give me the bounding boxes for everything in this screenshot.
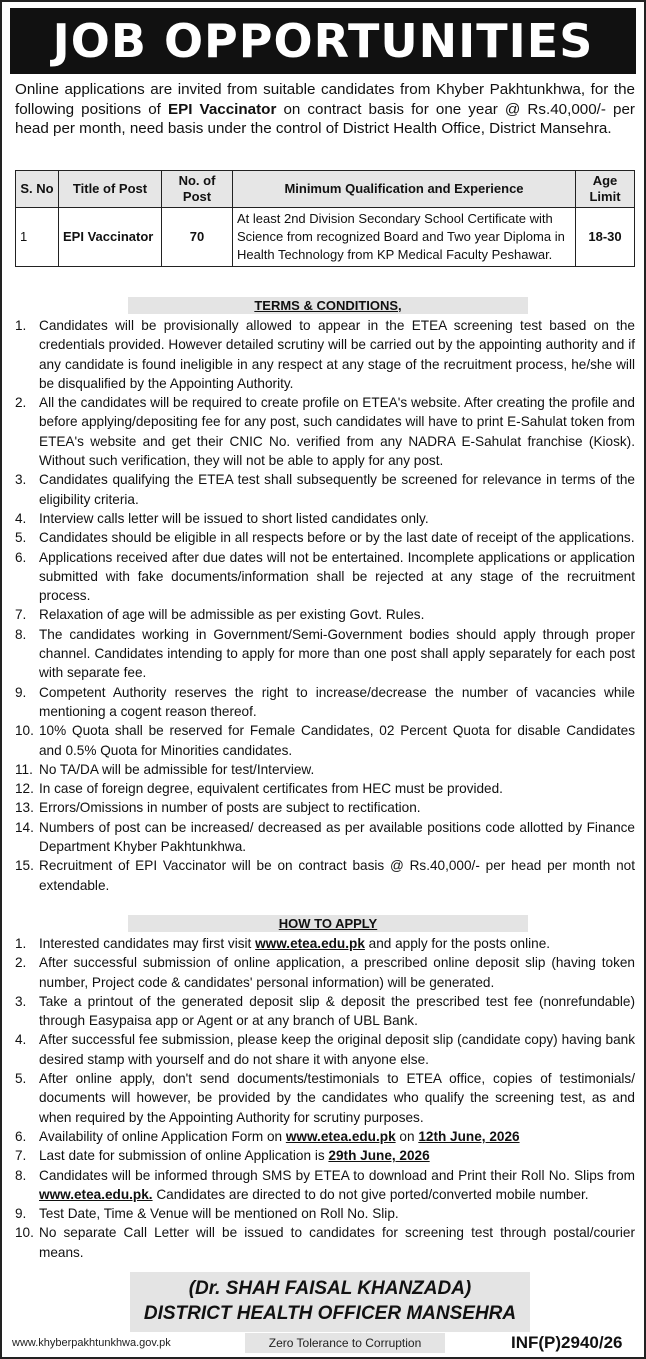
row-title: EPI Vaccinator: [59, 208, 162, 267]
item-number: 1.: [15, 318, 27, 333]
table-header-row: [16, 171, 635, 208]
list-item: [15, 953, 635, 992]
item-number: 4.: [15, 510, 27, 526]
item-text: Test Date, Time & Venue will be mentioned on Roll No. Slip.: [39, 1206, 399, 1222]
list-item: [15, 1204, 635, 1223]
list-item: [15, 1166, 635, 1205]
list-item: [15, 1127, 635, 1146]
terms-heading: [128, 297, 528, 314]
list-item: [15, 992, 635, 1031]
item-text: Candidates qualifying the ETEA test shall subsequently be screened for relevance in terms of the eligibility criteria.: [39, 472, 635, 507]
item-text: All the candidates will be required to create profile on ETEA's website. After creating the profile and before applying/depositing fee for any post, such candidates will have to print E-Sahulat token from ETEA's website and get their CNIC No. verified from any NADRA E-Sahulat franchise (Kiosk). Without such verification, they will not be able to apply for any post.: [39, 395, 635, 469]
item-text: In case of foreign degree, equivalent certificates from HEC must be provided.: [39, 781, 503, 797]
item-text: Availability of online Application Form on: [39, 1128, 286, 1144]
item-text: Candidates will be informed through SMS by ETEA to download and Print their Roll No. Slips from: [39, 1167, 635, 1183]
item-number: 10.: [15, 723, 34, 739]
item-number: 8.: [15, 626, 27, 642]
list-item: [15, 509, 635, 528]
item-text: No separate Call Letter will be issued to candidates for screening test through postal/courier means.: [39, 1225, 635, 1260]
item-text: After successful fee submission, please keep the original deposit slip (candidate copy) having bank desired stamp with yourself and do not share it with anyone else.: [39, 1032, 635, 1067]
header-qualification: Minimum Qualification and Experience: [233, 171, 576, 208]
item-text-mid: and apply for the posts online.: [364, 936, 551, 951]
item-text: Take a printout of the generated deposit slip & deposit the prescribed test fee (nonrefundable) through Easypaisa app or Agent or at any branch of UBL Bank.: [39, 993, 635, 1029]
item-text-mid: Candidates are directed to do not give ported/converted mobile number.: [152, 1186, 589, 1202]
item-text: 10% Quota shall be reserved for Female Candidates, 02 Percent Quota for disable Candidates and 0.5% Quota for Minorities candidates.: [39, 723, 635, 758]
item-text: Interested candidates may first visit: [39, 936, 256, 951]
list-item: [15, 1223, 635, 1262]
item-number: 5.: [15, 1071, 27, 1087]
list-item: [15, 548, 635, 606]
item-bold-text: www.etea.edu.pk.: [39, 1186, 153, 1202]
item-text: Interview calls letter will be issued to short listed candidates only.: [39, 510, 429, 526]
list-item: [15, 605, 635, 624]
signatory-name: (Dr. SHAH FAISAL KHANZADA): [188, 1278, 472, 1299]
item-number: 15.: [15, 858, 34, 874]
item-text: Numbers of post can be increased/ decreased as per available positions code allotted by Finance Department Khyber Pakhtunkhwa.: [39, 819, 635, 855]
item-number: 8.: [15, 1167, 27, 1183]
item-number: 13.: [15, 800, 34, 816]
item-text: The candidates working in Government/Semi-Government bodies should apply through proper channel. Candidates intending to apply for more than one post shall apply separately for each post with separate fee.: [39, 626, 635, 681]
item-number: 12.: [15, 781, 34, 797]
list-item: [15, 683, 635, 722]
header-sno: S. No: [16, 171, 59, 208]
item-number: 4.: [15, 1032, 27, 1048]
item-text: After successful submission of online application, a prescribed online deposit slip (having token number, Project code & candidates' personal information) will be generated.: [39, 955, 635, 990]
header-age: Age Limit: [576, 171, 635, 208]
item-text: Candidates should be eligible in all respects before or by the last date of receipt of the applications.: [39, 530, 635, 546]
row-age: 18-30: [576, 208, 635, 267]
item-number: 14.: [15, 819, 34, 835]
apply-list: [15, 934, 635, 1262]
item-number: 7.: [15, 607, 27, 623]
list-item: [15, 856, 635, 895]
row-sno: 1: [16, 208, 59, 267]
footer-reference: INF(P)2940/26: [511, 1333, 623, 1352]
table-row: [16, 208, 635, 267]
list-item: [15, 1030, 635, 1069]
item-bold-text: www.etea.edu.pk: [255, 936, 365, 951]
item-bold-text: www.etea.edu.pk: [285, 1128, 396, 1144]
item-number: 7.: [15, 1148, 27, 1164]
item-text: Errors/Omissions in number of posts are subject to rectification.: [39, 800, 421, 816]
banner-title: JOB OPPORTUNITIES: [10, 8, 636, 74]
item-number: 9.: [15, 1206, 27, 1222]
item-text: No TA/DA will be admissible for test/Interview.: [39, 761, 315, 777]
list-item: [15, 721, 635, 760]
list-item: [15, 625, 635, 683]
terms-list: [15, 316, 635, 895]
intro-paragraph: [15, 80, 635, 139]
list-item: [15, 818, 635, 857]
item-text: Candidates will be provisionally allowed to appear in the ETEA screening test based on the credentials provided. However detailed scrutiny will be carried out by the appointing authority and if any candidate is found ineligible in any respect at any stage of the recruitment process, he/she will be disqualified by the Appointing Authority.: [39, 318, 635, 391]
item-number: 11.: [15, 761, 33, 777]
list-item: [15, 779, 635, 798]
item-number: 5.: [15, 530, 27, 546]
item-number: 6.: [15, 549, 27, 565]
list-item: [15, 798, 635, 817]
terms-heading-text: TERMS & CONDITIONS,: [254, 298, 402, 313]
list-item: [15, 393, 635, 470]
footer-slogan: Zero Tolerance to Corruption: [245, 1333, 445, 1353]
intro-part2: on contract basis for one year @ Rs.40,000/- per head per month, need basis under the control of District Health Office, District Mansehra.: [15, 100, 635, 137]
list-item: [15, 760, 635, 779]
apply-heading: [128, 915, 528, 932]
row-qualification: At least 2nd Division Secondary School Certificate with Science from recognized Board and Two year Diploma in Health Technology from KP Medical Faculty Peshawar.: [233, 208, 576, 267]
item-number: 3.: [15, 472, 27, 488]
item-text: Competent Authority reserves the right to increase/decrease the number of vacancies while mentioning a cogent reason thereof.: [39, 684, 635, 719]
list-item: [15, 1069, 635, 1127]
row-no-of-post: 70: [162, 208, 233, 267]
item-text-mid: on: [395, 1128, 419, 1144]
intro-post-name: EPI Vaccinator: [167, 100, 277, 118]
list-item: [15, 316, 635, 393]
item-bold-text-2: 12th June, 2026: [418, 1128, 520, 1144]
footer-website: www.khyberpakhtunkhwa.gov.pk: [12, 1337, 171, 1349]
item-number: 2.: [15, 955, 27, 971]
list-item: [15, 934, 635, 953]
apply-heading-text: HOW TO APPLY: [278, 916, 378, 931]
item-number: 10.: [15, 1225, 34, 1241]
list-item: [15, 1146, 635, 1165]
item-text: Last date for submission of online Application is: [39, 1148, 329, 1164]
item-number: 3.: [15, 993, 27, 1009]
item-number: 9.: [15, 684, 27, 700]
item-number: 2.: [15, 395, 27, 411]
item-number: 6.: [15, 1128, 27, 1144]
item-bold-text: 29th June, 2026: [328, 1148, 430, 1164]
list-item: [15, 528, 635, 547]
signature-block: [130, 1272, 530, 1332]
header-title: Title of Post: [59, 171, 162, 208]
signatory-designation: DISTRICT HEALTH OFFICER MANSEHRA: [143, 1303, 517, 1324]
list-item: [15, 470, 635, 509]
item-text: Recruitment of EPI Vaccinator will be on contract basis @ Rs.40,000/- per head per month not extendable.: [39, 858, 635, 893]
item-text: Relaxation of age will be admissible as per existing Govt. Rules.: [39, 607, 425, 623]
posts-table: [15, 170, 635, 267]
item-number: 1.: [15, 936, 27, 951]
header-no-of-post: No. of Post: [162, 171, 233, 208]
item-text: Applications received after due dates will not be entertained. Incomplete applications or application submitted with fake documents/information shall be rejected at any stage of the recruitment process.: [39, 549, 635, 604]
item-text: After online apply, don't send documents/testimonials to ETEA office, copies of testimonials/ documents will however, be provided by the candidates who qualify the screening test, as and when required by the Appointing Authority for scrutiny purposes.: [39, 1071, 635, 1125]
intro-part1: Online applications are invited from suitable candidates from Khyber Pakhtunkhwa, for the following positions of: [15, 81, 635, 118]
